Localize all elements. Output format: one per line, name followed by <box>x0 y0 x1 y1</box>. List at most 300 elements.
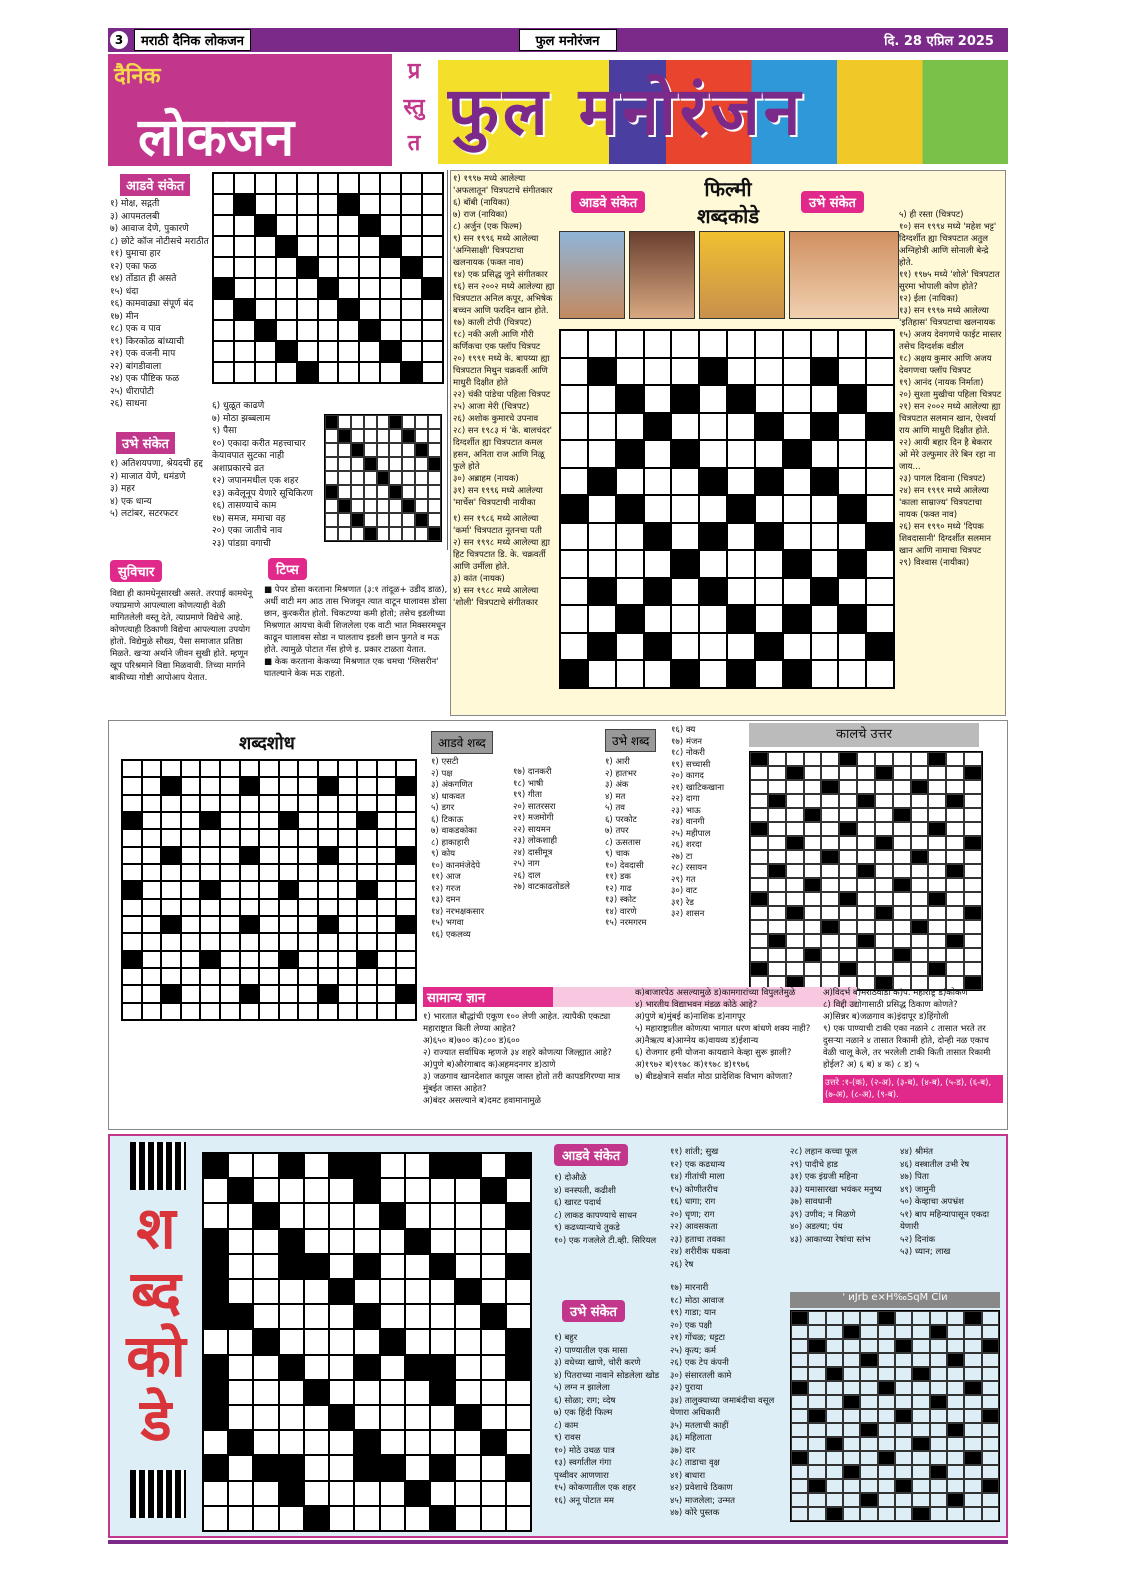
grid-cell[interactable] <box>276 362 297 383</box>
grid-cell[interactable] <box>671 605 699 633</box>
grid-cell[interactable] <box>234 194 255 215</box>
grid-cell[interactable] <box>405 1304 430 1329</box>
grid-cell[interactable] <box>220 812 240 829</box>
grid-cell[interactable] <box>380 1481 405 1506</box>
grid-cell[interactable] <box>318 916 338 933</box>
grid-cell[interactable] <box>481 1430 506 1455</box>
grid-cell[interactable] <box>228 1430 253 1455</box>
grid-cell[interactable] <box>560 633 588 661</box>
grid-cell[interactable] <box>338 320 359 341</box>
grid-cell[interactable] <box>240 985 260 1002</box>
grid-cell[interactable] <box>380 215 401 236</box>
grid-cell[interactable] <box>279 1329 304 1354</box>
grid-cell[interactable] <box>401 299 422 320</box>
grid-cell[interactable] <box>506 1279 531 1304</box>
grid-cell[interactable] <box>811 495 839 523</box>
grid-cell[interactable] <box>481 1481 506 1506</box>
grid-cell[interactable] <box>811 440 839 468</box>
grid-cell[interactable] <box>338 829 358 846</box>
grid-cell[interactable] <box>783 550 811 578</box>
grid-cell[interactable] <box>338 916 358 933</box>
grid-cell[interactable] <box>755 330 783 358</box>
grid-cell[interactable] <box>240 951 260 968</box>
grid-cell[interactable] <box>354 1229 379 1254</box>
grid-cell[interactable] <box>220 864 240 881</box>
grid-cell[interactable] <box>279 1506 304 1531</box>
grid-cell[interactable] <box>359 194 380 215</box>
grid-cell[interactable] <box>338 847 358 864</box>
grid-cell[interactable] <box>228 1254 253 1279</box>
grid-cell[interactable] <box>253 1279 278 1304</box>
grid-cell[interactable] <box>276 299 297 320</box>
grid-cell[interactable] <box>253 1355 278 1380</box>
grid-cell[interactable] <box>455 1506 480 1531</box>
grid-cell[interactable] <box>354 1481 379 1506</box>
grid-cell[interactable] <box>200 864 220 881</box>
grid-cell[interactable] <box>279 760 299 777</box>
grid-cell[interactable] <box>616 358 644 386</box>
grid-cell[interactable] <box>122 985 142 1002</box>
grid-cell[interactable] <box>396 881 416 898</box>
grid-cell[interactable] <box>481 1355 506 1380</box>
grid-cell[interactable] <box>279 812 299 829</box>
grid-cell[interactable] <box>200 899 220 916</box>
grid-cell[interactable] <box>329 1380 354 1405</box>
grid-cell[interactable] <box>298 760 318 777</box>
grid-cell[interactable] <box>616 523 644 551</box>
grid-cell[interactable] <box>481 1254 506 1279</box>
grid-cell[interactable] <box>161 760 181 777</box>
grid-cell[interactable] <box>481 1380 506 1405</box>
grid-cell[interactable] <box>122 1003 142 1020</box>
grid-cell[interactable] <box>279 1481 304 1506</box>
grid-cell[interactable] <box>240 812 260 829</box>
grid-cell[interactable] <box>318 881 338 898</box>
grid-cell[interactable] <box>213 278 234 299</box>
grid-cell[interactable] <box>422 320 443 341</box>
grid-cell[interactable] <box>122 899 142 916</box>
grid-cell[interactable] <box>318 299 339 320</box>
grid-cell[interactable] <box>506 1254 531 1279</box>
grid-cell[interactable] <box>318 215 339 236</box>
grid-cell[interactable] <box>671 660 699 688</box>
grid-cell[interactable] <box>200 933 220 950</box>
grid-cell[interactable] <box>727 550 755 578</box>
grid-cell[interactable] <box>181 933 201 950</box>
grid-cell[interactable] <box>401 278 422 299</box>
grid-cell[interactable] <box>396 847 416 864</box>
grid-cell[interactable] <box>866 633 894 661</box>
grid-cell[interactable] <box>359 236 380 257</box>
grid-cell[interactable] <box>727 495 755 523</box>
grid-cell[interactable] <box>298 795 318 812</box>
grid-cell[interactable] <box>338 899 358 916</box>
grid-cell[interactable] <box>838 440 866 468</box>
grid-cell[interactable] <box>338 257 359 278</box>
grid-cell[interactable] <box>377 968 397 985</box>
grid-cell[interactable] <box>318 257 339 278</box>
grid-cell[interactable] <box>588 605 616 633</box>
grid-cell[interactable] <box>203 1455 228 1480</box>
grid-cell[interactable] <box>380 341 401 362</box>
grid-cell[interactable] <box>253 1304 278 1329</box>
grid-cell[interactable] <box>354 1329 379 1354</box>
grid-cell[interactable] <box>838 468 866 496</box>
grid-cell[interactable] <box>866 385 894 413</box>
grid-cell[interactable] <box>380 299 401 320</box>
grid-cell[interactable] <box>253 1203 278 1228</box>
grid-cell[interactable] <box>783 633 811 661</box>
grid-cell[interactable] <box>755 550 783 578</box>
grid-cell[interactable] <box>481 1506 506 1531</box>
grid-cell[interactable] <box>811 633 839 661</box>
grid-cell[interactable] <box>142 951 162 968</box>
grid-cell[interactable] <box>161 812 181 829</box>
grid-cell[interactable] <box>329 1153 354 1178</box>
grid-cell[interactable] <box>181 847 201 864</box>
grid-cell[interactable] <box>338 933 358 950</box>
grid-cell[interactable] <box>616 385 644 413</box>
grid-cell[interactable] <box>699 660 727 688</box>
grid-cell[interactable] <box>401 320 422 341</box>
grid-cell[interactable] <box>203 1304 228 1329</box>
grid-cell[interactable] <box>122 916 142 933</box>
grid-cell[interactable] <box>142 777 162 794</box>
grid-cell[interactable] <box>380 1355 405 1380</box>
grid-cell[interactable] <box>838 385 866 413</box>
grid-cell[interactable] <box>783 605 811 633</box>
grid-cell[interactable] <box>122 968 142 985</box>
grid-cell[interactable] <box>396 916 416 933</box>
grid-cell[interactable] <box>727 578 755 606</box>
grid-cell[interactable] <box>380 362 401 383</box>
grid-cell[interactable] <box>276 278 297 299</box>
grid-cell[interactable] <box>727 358 755 386</box>
grid-cell[interactable] <box>380 1506 405 1531</box>
grid-cell[interactable] <box>240 777 260 794</box>
grid-cell[interactable] <box>318 899 338 916</box>
grid-cell[interactable] <box>405 1380 430 1405</box>
grid-cell[interactable] <box>357 968 377 985</box>
grid-cell[interactable] <box>181 812 201 829</box>
grid-cell[interactable] <box>203 1481 228 1506</box>
grid-cell[interactable] <box>560 468 588 496</box>
grid-cell[interactable] <box>560 523 588 551</box>
grid-cell[interactable] <box>481 1229 506 1254</box>
grid-cell[interactable] <box>866 550 894 578</box>
grid-cell[interactable] <box>357 881 377 898</box>
grid-cell[interactable] <box>304 1506 329 1531</box>
grid-cell[interactable] <box>506 1329 531 1354</box>
grid-cell[interactable] <box>430 1355 455 1380</box>
grid-cell[interactable] <box>727 633 755 661</box>
grid-cell[interactable] <box>377 864 397 881</box>
grid-cell[interactable] <box>357 760 377 777</box>
grid-cell[interactable] <box>279 1203 304 1228</box>
grid-cell[interactable] <box>455 1481 480 1506</box>
grid-cell[interactable] <box>811 523 839 551</box>
grid-cell[interactable] <box>329 1329 354 1354</box>
grid-cell[interactable] <box>644 660 672 688</box>
grid-cell[interactable] <box>481 1405 506 1430</box>
grid-cell[interactable] <box>329 1481 354 1506</box>
grid-cell[interactable] <box>329 1355 354 1380</box>
grid-cell[interactable] <box>318 795 338 812</box>
grid-cell[interactable] <box>279 1430 304 1455</box>
grid-cell[interactable] <box>203 1153 228 1178</box>
grid-cell[interactable] <box>240 1003 260 1020</box>
grid-cell[interactable] <box>279 1405 304 1430</box>
grid-cell[interactable] <box>181 881 201 898</box>
grid-cell[interactable] <box>422 236 443 257</box>
grid-cell[interactable] <box>253 1178 278 1203</box>
grid-cell[interactable] <box>354 1430 379 1455</box>
grid-cell[interactable] <box>644 578 672 606</box>
grid-cell[interactable] <box>357 916 377 933</box>
grid-cell[interactable] <box>405 1254 430 1279</box>
grid-cell[interactable] <box>161 985 181 1002</box>
grid-cell[interactable] <box>181 985 201 1002</box>
grid-cell[interactable] <box>405 1405 430 1430</box>
grid-cell[interactable] <box>380 1455 405 1480</box>
grid-cell[interactable] <box>329 1178 354 1203</box>
grid-cell[interactable] <box>380 1329 405 1354</box>
grid-cell[interactable] <box>588 495 616 523</box>
grid-cell[interactable] <box>811 605 839 633</box>
grid-cell[interactable] <box>455 1203 480 1228</box>
grid-cell[interactable] <box>560 413 588 441</box>
grid-cell[interactable] <box>699 495 727 523</box>
grid-cell[interactable] <box>253 1380 278 1405</box>
grid-cell[interactable] <box>838 660 866 688</box>
grid-cell[interactable] <box>220 951 240 968</box>
grid-cell[interactable] <box>588 523 616 551</box>
grid-cell[interactable] <box>161 795 181 812</box>
grid-cell[interactable] <box>213 362 234 383</box>
grid-cell[interactable] <box>699 413 727 441</box>
grid-cell[interactable] <box>396 864 416 881</box>
grid-cell[interactable] <box>234 320 255 341</box>
grid-cell[interactable] <box>203 1229 228 1254</box>
grid-cell[interactable] <box>203 1279 228 1304</box>
grid-cell[interactable] <box>234 257 255 278</box>
grid-cell[interactable] <box>213 215 234 236</box>
grid-cell[interactable] <box>279 1455 304 1480</box>
grid-cell[interactable] <box>259 829 279 846</box>
grid-cell[interactable] <box>259 795 279 812</box>
grid-cell[interactable] <box>228 1329 253 1354</box>
grid-cell[interactable] <box>755 495 783 523</box>
grid-cell[interactable] <box>357 985 377 1002</box>
grid-cell[interactable] <box>122 760 142 777</box>
grid-cell[interactable] <box>699 330 727 358</box>
grid-cell[interactable] <box>783 330 811 358</box>
grid-cell[interactable] <box>203 1405 228 1430</box>
grid-cell[interactable] <box>122 864 142 881</box>
grid-cell[interactable] <box>297 236 318 257</box>
grid-cell[interactable] <box>405 1455 430 1480</box>
grid-cell[interactable] <box>616 468 644 496</box>
grid-cell[interactable] <box>255 236 276 257</box>
grid-cell[interactable] <box>329 1279 354 1304</box>
grid-cell[interactable] <box>430 1153 455 1178</box>
grid-cell[interactable] <box>396 1003 416 1020</box>
grid-cell[interactable] <box>181 968 201 985</box>
grid-cell[interactable] <box>318 847 338 864</box>
grid-cell[interactable] <box>430 1229 455 1254</box>
grid-cell[interactable] <box>699 578 727 606</box>
grid-cell[interactable] <box>866 605 894 633</box>
grid-cell[interactable] <box>866 413 894 441</box>
grid-cell[interactable] <box>298 881 318 898</box>
grid-cell[interactable] <box>255 215 276 236</box>
grid-cell[interactable] <box>616 578 644 606</box>
grid-cell[interactable] <box>396 812 416 829</box>
grid-cell[interactable] <box>304 1430 329 1455</box>
grid-cell[interactable] <box>377 847 397 864</box>
grid-cell[interactable] <box>783 523 811 551</box>
grid-cell[interactable] <box>142 864 162 881</box>
grid-cell[interactable] <box>240 760 260 777</box>
grid-cell[interactable] <box>304 1254 329 1279</box>
grid-cell[interactable] <box>304 1229 329 1254</box>
grid-cell[interactable] <box>811 413 839 441</box>
grid-cell[interactable] <box>405 1506 430 1531</box>
grid-cell[interactable] <box>838 578 866 606</box>
grid-cell[interactable] <box>588 440 616 468</box>
grid-cell[interactable] <box>727 440 755 468</box>
grid-cell[interactable] <box>396 899 416 916</box>
grid-cell[interactable] <box>298 933 318 950</box>
grid-cell[interactable] <box>279 1178 304 1203</box>
grid-cell[interactable] <box>213 194 234 215</box>
grid-cell[interactable] <box>259 847 279 864</box>
grid-cell[interactable] <box>297 278 318 299</box>
grid-cell[interactable] <box>380 1279 405 1304</box>
grid-cell[interactable] <box>279 916 299 933</box>
grid-cell[interactable] <box>727 523 755 551</box>
grid-cell[interactable] <box>405 1430 430 1455</box>
grid-cell[interactable] <box>142 829 162 846</box>
grid-cell[interactable] <box>811 578 839 606</box>
grid-cell[interactable] <box>200 812 220 829</box>
grid-cell[interactable] <box>481 1304 506 1329</box>
grid-cell[interactable] <box>430 1254 455 1279</box>
grid-cell[interactable] <box>318 1003 338 1020</box>
grid-cell[interactable] <box>866 358 894 386</box>
grid-cell[interactable] <box>255 278 276 299</box>
grid-cell[interactable] <box>304 1304 329 1329</box>
grid-cell[interactable] <box>142 795 162 812</box>
grid-cell[interactable] <box>354 1405 379 1430</box>
grid-cell[interactable] <box>200 968 220 985</box>
grid-cell[interactable] <box>755 385 783 413</box>
grid-cell[interactable] <box>422 257 443 278</box>
grid-cell[interactable] <box>181 899 201 916</box>
grid-cell[interactable] <box>422 341 443 362</box>
grid-cell[interactable] <box>377 951 397 968</box>
grid-cell[interactable] <box>161 1003 181 1020</box>
grid-cell[interactable] <box>220 795 240 812</box>
grid-cell[interactable] <box>644 385 672 413</box>
grid-cell[interactable] <box>616 440 644 468</box>
grid-cell[interactable] <box>811 358 839 386</box>
grid-cell[interactable] <box>359 341 380 362</box>
grid-cell[interactable] <box>755 633 783 661</box>
grid-cell[interactable] <box>506 1229 531 1254</box>
grid-cell[interactable] <box>142 760 162 777</box>
grid-cell[interactable] <box>338 341 359 362</box>
grid-cell[interactable] <box>203 1178 228 1203</box>
grid-cell[interactable] <box>240 916 260 933</box>
grid-cell[interactable] <box>279 1229 304 1254</box>
grid-cell[interactable] <box>298 847 318 864</box>
grid-cell[interactable] <box>338 985 358 1002</box>
grid-cell[interactable] <box>259 916 279 933</box>
grid-cell[interactable] <box>298 829 318 846</box>
grid-cell[interactable] <box>359 278 380 299</box>
grid-cell[interactable] <box>234 362 255 383</box>
grid-cell[interactable] <box>506 1355 531 1380</box>
grid-cell[interactable] <box>644 468 672 496</box>
grid-cell[interactable] <box>396 795 416 812</box>
grid-cell[interactable] <box>380 1380 405 1405</box>
grid-cell[interactable] <box>783 495 811 523</box>
grid-cell[interactable] <box>354 1254 379 1279</box>
grid-cell[interactable] <box>200 795 220 812</box>
grid-cell[interactable] <box>220 847 240 864</box>
grid-cell[interactable] <box>240 847 260 864</box>
grid-cell[interactable] <box>380 257 401 278</box>
grid-cell[interactable] <box>213 236 234 257</box>
grid-cell[interactable] <box>234 215 255 236</box>
grid-cell[interactable] <box>220 760 240 777</box>
grid-cell[interactable] <box>161 933 181 950</box>
grid-cell[interactable] <box>276 236 297 257</box>
grid-cell[interactable] <box>279 1355 304 1380</box>
grid-cell[interactable] <box>380 1203 405 1228</box>
grid-cell[interactable] <box>297 173 318 194</box>
grid-cell[interactable] <box>259 951 279 968</box>
grid-cell[interactable] <box>228 1304 253 1329</box>
grid-cell[interactable] <box>506 1481 531 1506</box>
grid-cell[interactable] <box>811 330 839 358</box>
grid-cell[interactable] <box>838 495 866 523</box>
grid-cell[interactable] <box>354 1203 379 1228</box>
grid-cell[interactable] <box>755 440 783 468</box>
grid-cell[interactable] <box>304 1355 329 1380</box>
grid-cell[interactable] <box>405 1178 430 1203</box>
grid-cell[interactable] <box>616 633 644 661</box>
grid-cell[interactable] <box>401 215 422 236</box>
grid-cell[interactable] <box>279 829 299 846</box>
grid-cell[interactable] <box>297 362 318 383</box>
grid-cell[interactable] <box>401 194 422 215</box>
grid-cell[interactable] <box>588 633 616 661</box>
grid-cell[interactable] <box>279 951 299 968</box>
grid-cell[interactable] <box>329 1405 354 1430</box>
grid-cell[interactable] <box>671 385 699 413</box>
grid-cell[interactable] <box>318 173 339 194</box>
grid-cell[interactable] <box>430 1405 455 1430</box>
grid-cell[interactable] <box>405 1329 430 1354</box>
grid-cell[interactable] <box>838 413 866 441</box>
grid-cell[interactable] <box>359 299 380 320</box>
grid-cell[interactable] <box>298 968 318 985</box>
grid-cell[interactable] <box>276 173 297 194</box>
grid-cell[interactable] <box>588 330 616 358</box>
grid-cell[interactable] <box>181 795 201 812</box>
